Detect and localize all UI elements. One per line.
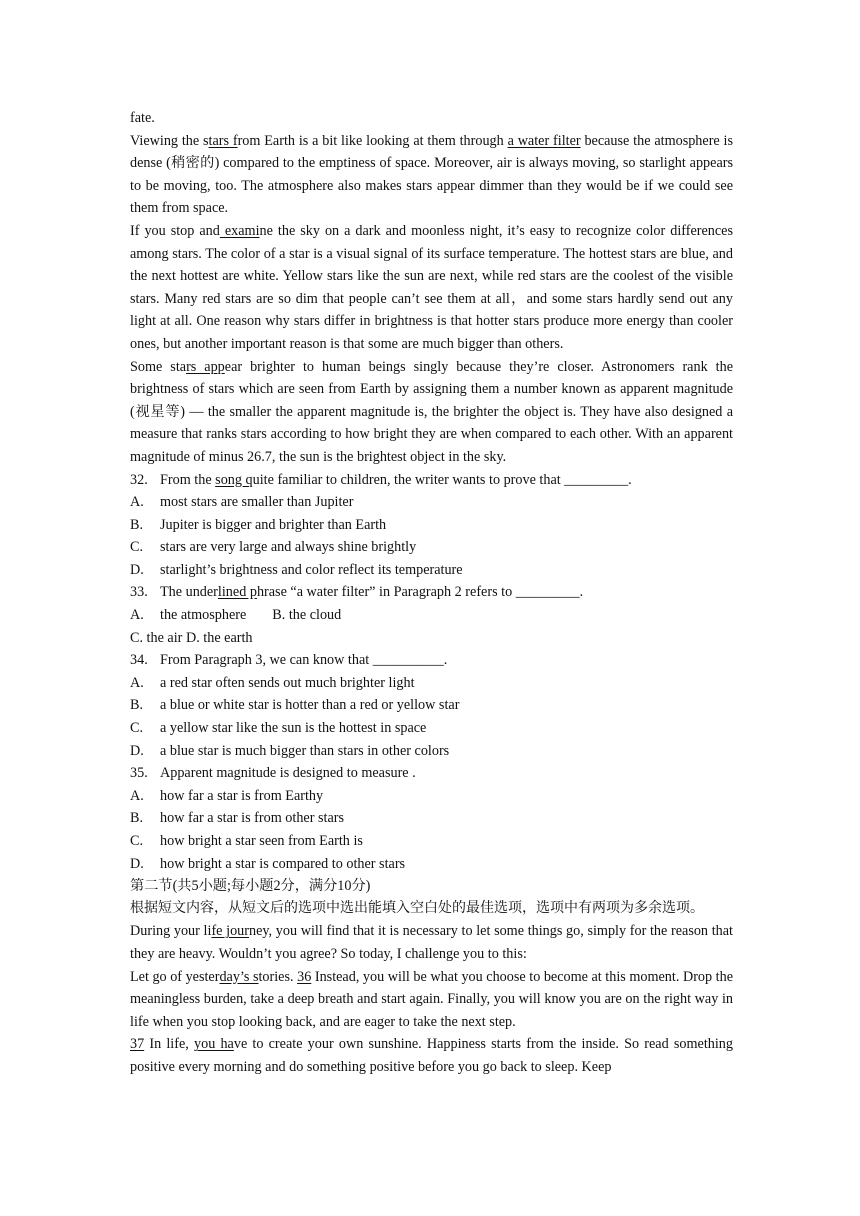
paragraph-fragment: fate.	[130, 110, 155, 126]
question-stem: 34. From Paragraph 3, we can know that __________.	[130, 652, 448, 669]
section-instruction: 根据短文内容，从短文后的选项中选出能填入空白处的最佳选项，选项中有两项为多余选项。	[130, 900, 704, 916]
underlined-text: exami	[219, 222, 260, 239]
answer-option: C. the air D. the earth	[130, 629, 253, 646]
underlined-text: song q	[215, 471, 253, 488]
answer-option: A. the atmosphere B. the cloud	[130, 607, 342, 624]
question-stem: 32. From the song quite familiar to children, the writer wants to prove that _________.	[130, 471, 632, 488]
blank-number-37: 37	[130, 1036, 145, 1053]
answer-option: B. a blue or white star is hotter than a red or yellow star	[130, 697, 460, 714]
underlined-text: rs app	[186, 358, 225, 375]
underlined-text: lined p	[217, 584, 257, 601]
answer-option: A. how far a star is from Earthy	[130, 787, 324, 804]
question-stem: 35. Apparent magnitude is designed to measure .	[130, 765, 416, 782]
answer-option: B. how far a star is from other stars	[130, 810, 344, 827]
question-35	[130, 762, 733, 875]
underlined-phrase-water-filter: a water filter	[507, 132, 581, 149]
answer-option: D. starlight’s brightness and color reflect its temperature	[130, 561, 463, 578]
question-stem: 33. The underlined phrase “a water filter” in Paragraph 2 refers to _________.	[130, 584, 584, 601]
answer-option: B. Jupiter is bigger and brighter than Earth	[130, 516, 387, 533]
underlined-text: day’s s	[219, 968, 259, 985]
underlined-text: fe jour	[211, 923, 249, 940]
question-32	[130, 469, 733, 582]
underlined-text: tars f	[208, 132, 238, 149]
answer-option: D. a blue star is much bigger than stars in other colors	[130, 742, 450, 759]
blank-number-36: 36	[297, 968, 312, 985]
paragraph-4: Some stars appear brighter to human beings singly because they’re closer. Astronomers rank the brightness of stars which are seen from Earth by assigning them a number known as apparent magnitude (视星等) — the smaller the apparent magnitude is, the brighter the object is. They have also designed a measure that ranks stars according to how bright they are when compared to each other. With an apparent magnitude of minus 26.7, the sun is the brightest object in the sky.	[130, 358, 733, 465]
passage-paragraph-2: Let go of yesterday’s stories. 36 Instead, you will be what you choose to become at this moment. Drop the meaningless burden, take a deep breath and start again. Finally, you will know you are on the right way in life when you stop looking back, and are eager to take the next step.	[130, 968, 733, 1030]
answer-option: C. how bright a star seen from Earth is	[130, 833, 363, 849]
paragraph-3: If you stop and examine the sky on a dark and moonless night, it’s easy to recognize color differences among stars. The color of a star is a visual signal of its surface temperature. The hottest stars are blue, and the next hottest are white. Yellow stars like the sun are next, while red stars are the coolest of the visible stars. Many red stars are so dim that people can’t see them at all，and some stars hardly send out any light at all. One reason why stars differ in brightness is that hotter stars produce more energy than cooler ones, but another important reason is that some are much bigger than others.	[130, 222, 733, 352]
underlined-text: you ha	[194, 1036, 234, 1053]
answer-option: C. a yellow star like the sun is the hottest in space	[130, 720, 427, 737]
question-33	[130, 581, 733, 649]
answer-option: A. a red star often sends out much brighter light	[130, 674, 415, 691]
answer-option: D. how bright a star is compared to other stars	[130, 855, 406, 872]
answer-option: A. most stars are smaller than Jupiter	[130, 494, 354, 511]
question-34	[130, 649, 733, 762]
passage-paragraph-3: 37 In life, you have to create your own sunshine. Happiness starts from the inside. So read something positive every morning and do something positive before you go back to sleep. Keep	[130, 1036, 733, 1075]
section-heading: 第二节(共5小题;每小题2分，满分10分)	[130, 878, 371, 895]
answer-option: C. stars are very large and always shine brightly	[130, 539, 417, 556]
paragraph-2: Viewing the stars from Earth is a bit like looking at them through a water filter because the atmosphere is dense (稍密的) compared to the emptiness of space. Moreover, air is always moving, so starlight appears to be moving, too. The atmosphere also makes stars appear dimmer than they would be if we could see them from space.	[130, 132, 734, 217]
passage-paragraph-1: During your life journey, you will find that it is necessary to let some things go, simply for the reason that they are heavy. Wouldn’t you agree? So today, I challenge you to this:	[130, 923, 733, 962]
document-page	[130, 107, 733, 1079]
